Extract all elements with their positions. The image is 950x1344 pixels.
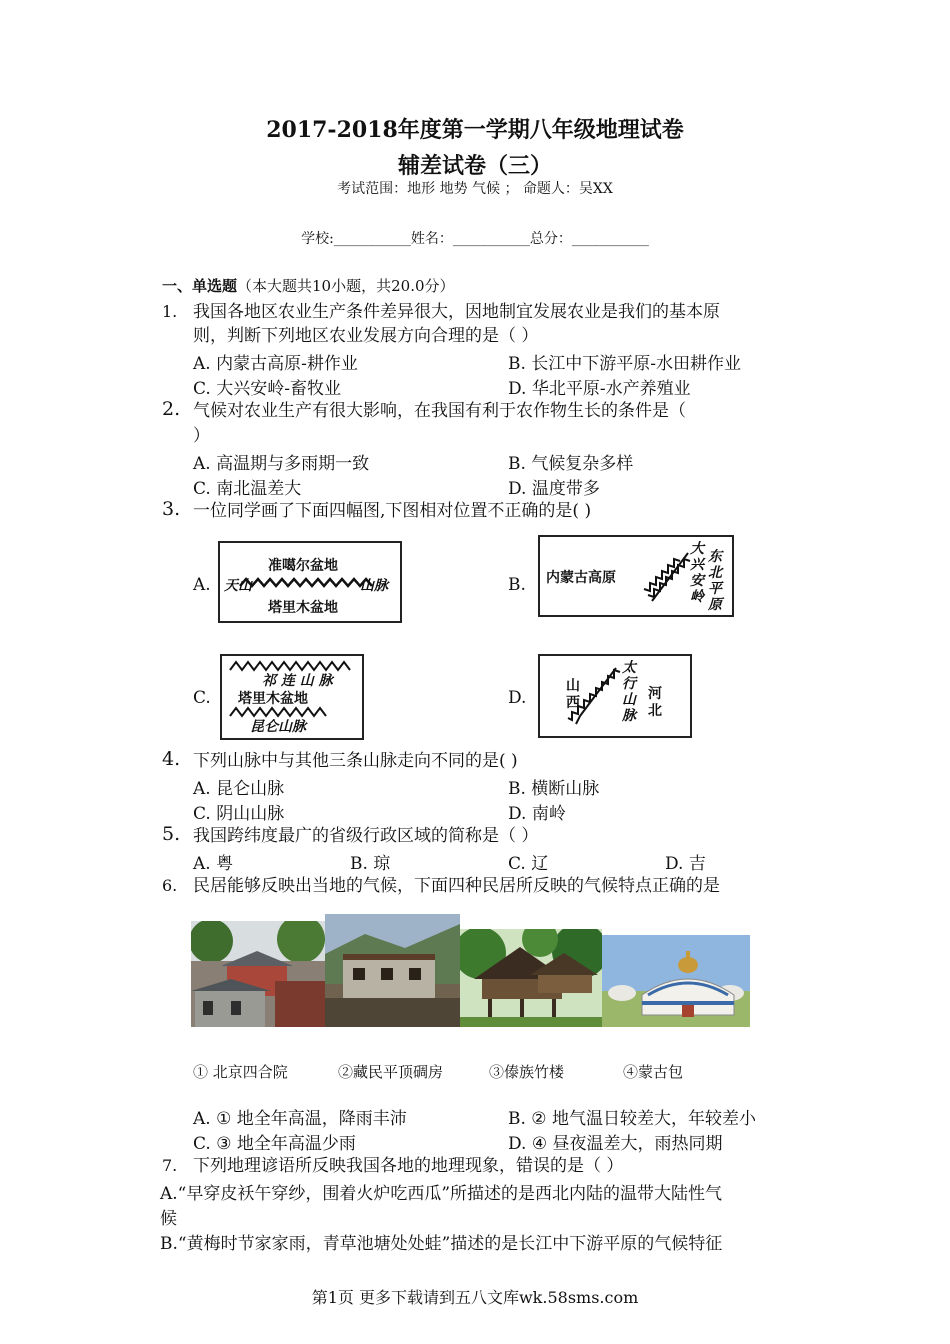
q5-text: 我国跨纬度最广的省级行政区域的简称是（ ） [193, 826, 539, 846]
q1-line2: 则，判断下列地区农业发展方向合理的是（ ） [193, 326, 539, 346]
q3-option-b: B. [508, 575, 526, 595]
q1-option-c: C. 大兴安岭-畜牧业 [193, 379, 341, 399]
q3-text: 一位同学画了下面四幅图,下图相对位置不正确的是( ) [193, 501, 592, 521]
q4-option-a: A. 昆仑山脉 [193, 779, 285, 799]
figb-label-left: 内蒙古高原 [546, 570, 616, 586]
q2-line2: ） [193, 426, 210, 446]
q5-number: 5. [162, 823, 181, 845]
q1-line1: 我国各地区农业生产条件差异很大，因地制宜发展农业是我们的基本原 [193, 302, 720, 322]
q7-number: 7. [162, 1156, 178, 1175]
q7-option-a-line1: A.“早穿皮袄午穿纱，围着火炉吃西瓜”所描述的是西北内陆的温带大陆性气 [160, 1184, 723, 1204]
figa-label-right: 山脉 [360, 578, 388, 594]
q6-number: 6. [162, 876, 178, 895]
figd-label-left: 山西 [566, 678, 580, 711]
figd-label-mid: 太行山脉 [622, 660, 636, 724]
page-title: 2017-2018年度第一学期八年级地理试卷 [266, 117, 684, 143]
q6-option-b: B. ② 地气温日较差大，年较差小 [508, 1109, 756, 1129]
section-heading [162, 275, 455, 296]
photo-tibetan-stone-house [325, 914, 460, 1027]
q3-option-c: C. [193, 688, 211, 708]
q3-figure-a [218, 541, 402, 623]
q4-number: 4. [162, 748, 181, 770]
q1-option-d: D. 华北平原-水产养殖业 [508, 379, 691, 399]
q2-line1: 气候对农业生产有很大影响，在我国有利于农作物生长的条件是（ [193, 401, 686, 421]
page-subtitle: 辅差试卷（三） [397, 153, 552, 179]
q5-option-a: A. 粤 [193, 854, 234, 874]
q3-option-a: A. [193, 575, 211, 595]
q5-option-c: C. 辽 [508, 854, 549, 874]
q4-text: 下列山脉中与其他三条山脉走向不同的是( ) [193, 751, 518, 771]
q6-caption-3: ③傣族竹楼 [489, 1063, 565, 1081]
q1-option-b: B. 长江中下游平原-水田耕作业 [508, 354, 742, 374]
q3-number: 3. [162, 498, 181, 520]
figc-label-line2: 塔里木盆地 [238, 691, 308, 707]
photo-dai-bamboo-house [460, 929, 602, 1027]
q7-option-a-line2: 候 [160, 1209, 177, 1229]
figc-label-line1: 祁 连 山 脉 [262, 673, 333, 689]
figb-label-col1: 大兴安岭 [690, 541, 704, 605]
page-footer: 第1页 更多下载请到五八文库wk.58sms.com [311, 1288, 639, 1307]
q2-option-a: A. 高温期与多雨期一致 [193, 454, 370, 474]
q6-option-d: D. ④ 昼夜温差大，雨热同期 [508, 1134, 723, 1154]
q5-option-d: D. 吉 [665, 854, 706, 874]
q3-figure-c [220, 654, 364, 740]
q5-option-b: B. 琼 [350, 854, 391, 874]
q6-caption-4: ④蒙古包 [623, 1063, 684, 1081]
photo-beijing-siheyuan [191, 921, 325, 1027]
q6-option-c: C. ③ 地全年高温少雨 [193, 1134, 356, 1154]
q4-option-c: C. 阴山山脉 [193, 804, 285, 824]
q4-option-d: D. 南岭 [508, 804, 566, 824]
q2-number: 2. [162, 398, 181, 420]
q6-text: 民居能够反映出当地的气候，下面四种民居所反映的气候特点正确的是 [193, 876, 720, 896]
section-title: 一、单选题 [162, 277, 238, 295]
q6-caption-1: ① 北京四合院 [193, 1063, 288, 1081]
figa-label-top: 准噶尔盆地 [268, 558, 338, 574]
q6-option-a: A. ① 地全年高温，降雨丰沛 [193, 1109, 407, 1129]
q3-figure-d [538, 654, 692, 738]
figb-label-col2: 东北平原 [708, 549, 722, 613]
q2-option-c: C. 南北温差大 [193, 479, 302, 499]
q2-option-d: D. 温度带多 [508, 479, 600, 499]
q1-option-a: A. 内蒙古高原-耕作业 [193, 354, 358, 374]
q7-text: 下列地理谚语所反映我国各地的地理现象，错误的是（ ） [193, 1156, 624, 1176]
section-note: （本大题共10小题，共20.0分） [237, 277, 455, 295]
student-info-fields: 学校:___________姓名：___________总分：___________ [301, 231, 649, 247]
figd-label-right: 河北 [648, 686, 662, 719]
q4-option-b: B. 横断山脉 [508, 779, 600, 799]
q3-figure-b [538, 535, 734, 617]
q1-number: 1. [162, 302, 178, 321]
q6-caption-2: ②藏民平顶碉房 [338, 1063, 444, 1081]
q3-option-d: D. [508, 688, 527, 708]
q7-option-b: B.“黄梅时节家家雨，青草池塘处处蛙”描述的是长江中下游平原的气候特征 [160, 1234, 723, 1254]
q2-option-b: B. 气候复杂多样 [508, 454, 634, 474]
figc-label-line3: 昆仑山脉 [250, 719, 306, 735]
exam-scope: 考试范围：地形 地势 气候 ； 命题人：吴XX [337, 181, 613, 197]
figa-label-left: 天山 [224, 578, 252, 594]
photo-mongolian-yurt [602, 935, 750, 1027]
figa-label-bottom: 塔里木盆地 [268, 600, 338, 616]
